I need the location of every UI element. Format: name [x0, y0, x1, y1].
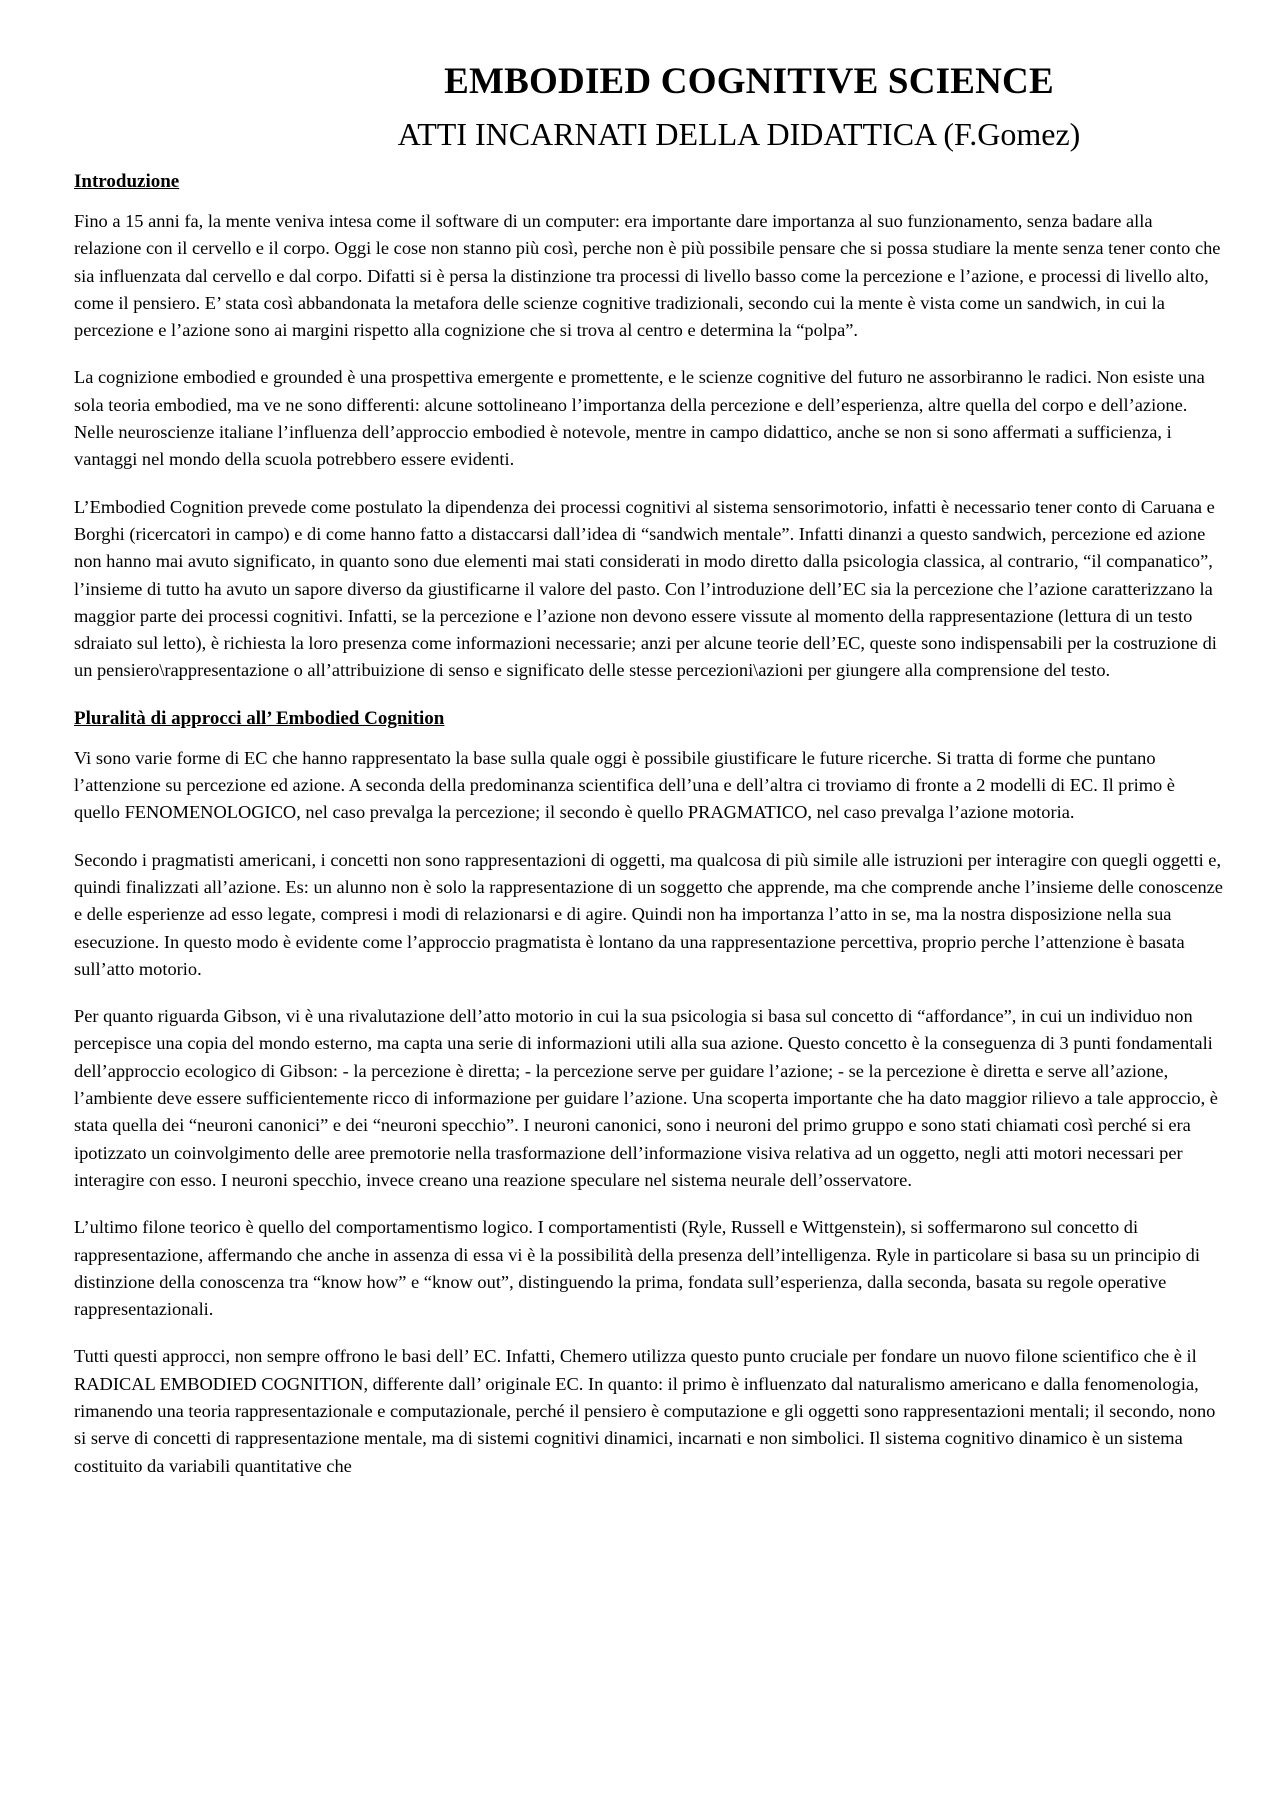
paragraph-intro-3: L’Embodied Cognition prevede come postulato la dipendenza dei processi cognitivi al sistema sensorimotorio, infatti è necessario tener conto di Caruana e Borghi (ricercatori in campo) e di come hanno fatto a distaccarsi dall’idea di “sandwich mentale”. Infatti dinanzi a questo sandwich, percezione ed azione non hanno mai avuto significato, in quanto sono due elementi mai stati considerati in modo diretto dalla psicologia classica, al contrario, “il companatico”, l’insieme di tutto ha avuto un sapore diverso da giustificarne il valore del pasto. Con l’introduzione dell’EC sia la percezione che l’azione caratterizzano la maggior parte dei processi cognitivi. Infatti, se la percezione e l’azione non devono essere vissute al momento della rappresentazione (lettura di un testo sdraiato sul letto), è richiesta la loro presenza come informazioni necessarie; anzi per alcune teorie dell’EC, queste sono indispensabili per la costruzione di un pensiero\rappresentazione o all’attribuizione di senso e significato delle stesse percezioni\azioni per giungere alla comprensione del testo.	[74, 496, 1217, 681]
section-heading-introduzione: Introduzione	[74, 171, 180, 192]
section-heading-pluralita: Pluralità di approcci all’ Embodied Cognition	[74, 707, 445, 729]
document-page	[74, 60, 1224, 1480]
paragraph-intro-2: La cognizione embodied e grounded è una prospettiva emergente e promettente, e le scienze cognitive del futuro ne assorbiranno le radici. Non esiste una sola teoria embodied, ma ve ne sono differenti: alcune sottolineano l’importanza della percezione e dell’esperienza, altre quella del corpo e dell’azione. Nelle neuroscienze italiane l’influenza dell’approccio embodied è notevole, mentre in campo didattico, anche se non si sono affermati a sufficienza, i vantaggi nel mondo della scuola potrebbero essere evidenti.	[74, 367, 1205, 470]
paragraph-pluralita-2: Secondo i pragmatisti americani, i concetti non sono rappresentazioni di oggetti, ma qualcosa di più simile alle istruzioni per interagire con quegli oggetti e, quindi finalizzati all’azione. Es: un alunno non è solo la rappresentazione di un soggetto che apprende, ma che comprende anche l’insieme delle conoscenze e delle esperienze ad esso legate, compresi i modi di relazionarsi e di agire. Quindi non ha importanza l’atto in se, ma la nostra disposizione nella sua esecuzione. In questo modo è evidente come l’approccio pragmatista è lontano da una rappresentazione percettiva, proprio perche l’attenzione è basata sull’atto motorio.	[74, 849, 1223, 979]
document-subtitle: ATTI INCARNATI DELLA DIDATTICA (F.Gomez)	[397, 116, 1081, 152]
section-introduzione	[74, 168, 1224, 685]
paragraph-pluralita-4: L’ultimo filone teorico è quello del comportamentismo logico. I comportamentisti (Ryle, Russell e Wittgenstein), si soffermarono sul concetto di rappresentazione, affermando che anche in assenza di essa vi è la possibilità della presenza dell’intelligenza. Ryle in particolare si basa su un principio di distinzione della conoscenza tra “know how” e “know out”, distinguendo la prima, fondata sull’esperienza, dalla seconda, basata su regole operative rappresentazionali.	[74, 1217, 1200, 1320]
paragraph-pluralita-1: Vi sono varie forme di EC che hanno rappresentato la base sulla quale oggi è possibile giustificare le future ricerche. Si tratta di forme che puntano l’attenzione su percezione ed azione. A seconda della predominanza scientifica dell’una e dell’altra ci troviamo di fronte a 2 modelli di EC. Il primo è quello FENOMENOLOGICO, nel caso prevalga la percezione; il secondo è quello PRAGMATICO, nel caso prevalga l’azione motoria.	[74, 747, 1175, 823]
paragraph-pluralita-3: Per quanto riguarda Gibson, vi è una rivalutazione dell’atto motorio in cui la sua psicologia si basa sul concetto di “affordance”, in cui un individuo non percepisce una copia del mondo esterno, ma capta una serie di informazioni utili alla sua azione. Questo concetto è la conseguenza di 3 punti fondamentali dell’approccio ecologico di Gibson: - la percezione è diretta; - la percezione serve per guidare l’azione; - se la percezione è diretta e serve all’azione, l’ambiente deve essere sufficientemente ricco di informazione per guidare l’azione. Una scoperta importante che ha dato maggior rilievo a tale approccio, è stata quella dei “neuroni canonici” e dei “neuroni specchio”. I neuroni canonici, sono i neuroni del primo gruppo e sono stati chiamati così perché si era ipotizzato un coinvolgimento delle aree premotorie nella trasformazione dell’informazione visiva relativa ad un oggetto, negli atti motori necessari per interagire con esso. I neuroni specchio, invece creano una reazione speculare nel sistema neurale dell’osservatore.	[74, 1006, 1218, 1190]
paragraph-intro-1: Fino a 15 anni fa, la mente veniva intesa come il software di un computer: era importante dare importanza al suo funzionamento, senza badare alla relazione con il cervello e il corpo. Oggi le cose non stanno più così, perche non è più possibile pensare che si possa studiare la mente senza tener conto che sia influenzata dal cervello e dal corpo. Difatti si è persa la distinzione tra processi di livello basso come la percezione e l’azione, e processi di livello alto, come il pensiero. E’ stata così abbandonata la metafora delle scienze cognitive tradizionali, secondo cui la mente è vista come un sandwich, in cui la percezione e l’azione sono ai margini rispetto alla cognizione che si trova al centro e determina la “polpa”.	[74, 211, 1221, 341]
section-pluralita	[74, 705, 1224, 1480]
paragraph-pluralita-5: Tutti questi approcci, non sempre offrono le basi dell’ EC. Infatti, Chemero utilizza questo punto cruciale per fondare un nuovo filone scientifico che è il RADICAL EMBODIED COGNITION, differente dall’ originale EC. In quanto: il primo è influenzato dal naturalismo americano e dalla fenomenologia, rimanendo una teoria rappresentazionale e computazionale, perché il pensiero è computazione e gli oggetti sono rappresentazioni mentali; il secondo, nono si serve di concetti di rappresentazione mentale, ma di sistemi cognitivi dinamici, incarnati e non simbolici. Il sistema cognitivo dinamico è un sistema costituito da variabili quantitative che	[74, 1346, 1216, 1476]
document-title: EMBODIED COGNITIVE SCIENCE	[444, 61, 1054, 102]
